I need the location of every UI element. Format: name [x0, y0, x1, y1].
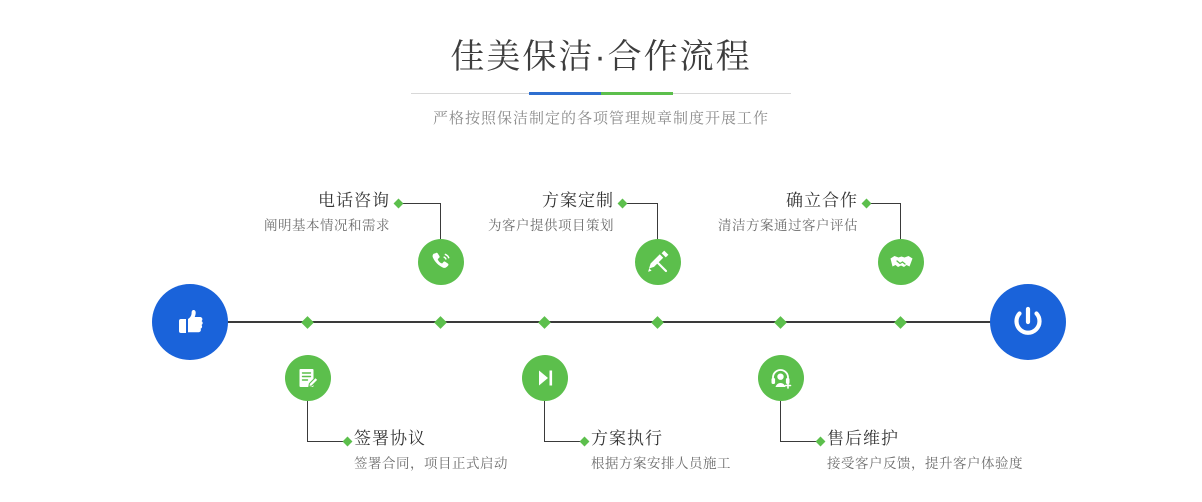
- page-title: 佳美保洁·合作流程: [450, 38, 752, 76]
- step-6-icon-bubble: [758, 355, 804, 401]
- step-4-icon-bubble: [522, 355, 568, 401]
- step-1-icon-bubble: [418, 239, 464, 285]
- step-5-icon-bubble: [878, 239, 924, 285]
- step-1-label: [178, 190, 390, 237]
- handshake-icon: [888, 249, 914, 275]
- step-3-icon-bubble: [635, 239, 681, 285]
- step-6-title: 售后维护: [827, 429, 899, 448]
- step-2-connector-horizontal: [307, 441, 347, 442]
- step-5-desc: 清洁方案通过客户评估: [718, 218, 858, 233]
- step-3-desc: 为客户提供项目策划: [488, 218, 614, 233]
- step-5-connector-tip: [862, 198, 872, 208]
- step-2-desc: 签署合同，项目正式启动: [354, 456, 508, 471]
- step-2-icon-bubble: [285, 355, 331, 401]
- step-6-connector-vertical: [780, 401, 781, 441]
- axis-node-3: [538, 316, 551, 329]
- step-4-connector-horizontal: [544, 441, 584, 442]
- step-5-title: 确立合作: [786, 191, 858, 210]
- play-step-icon: [532, 365, 558, 391]
- thumbs-up-icon: [170, 302, 210, 342]
- step-4-desc: 根据方案安排人员施工: [591, 456, 731, 471]
- step-2-title: 签署协议: [354, 429, 426, 448]
- step-3-connector-tip: [618, 198, 628, 208]
- step-6-label: [827, 428, 1087, 475]
- headset-support-icon: [768, 365, 794, 391]
- step-3-title: 方案定制: [542, 191, 614, 210]
- step-2-connector-vertical: [307, 401, 308, 441]
- pen-ruler-icon: [645, 249, 671, 275]
- step-4-label: [591, 428, 841, 475]
- page-subtitle: 严格按照保洁制定的各项管理规章制度开展工作: [432, 110, 769, 127]
- step-5-label: [645, 190, 858, 237]
- contract-edit-icon: [295, 365, 321, 391]
- step-2-connector-tip: [343, 436, 353, 446]
- step-4-connector-vertical: [544, 401, 545, 441]
- step-1-title: 电话咨询: [318, 191, 390, 210]
- step-1-desc: 阐明基本情况和需求: [264, 218, 390, 233]
- axis-node-1: [301, 316, 314, 329]
- power-icon: [1006, 300, 1050, 344]
- timeline-start-node: [152, 284, 228, 360]
- step-6-desc: 接受客户反馈，提升客户体验度: [827, 456, 1023, 471]
- step-3-label: [400, 190, 614, 237]
- step-2-label: [354, 428, 594, 475]
- axis-node-5: [774, 316, 787, 329]
- step-5-connector-vertical: [900, 203, 901, 239]
- phone-ring-icon: [428, 249, 454, 275]
- step-4-title: 方案执行: [591, 429, 663, 448]
- axis-node-6: [894, 316, 907, 329]
- step-6-connector-horizontal: [780, 441, 820, 442]
- axis-node-4: [651, 316, 664, 329]
- axis-node-2: [434, 316, 447, 329]
- timeline-end-node: [990, 284, 1066, 360]
